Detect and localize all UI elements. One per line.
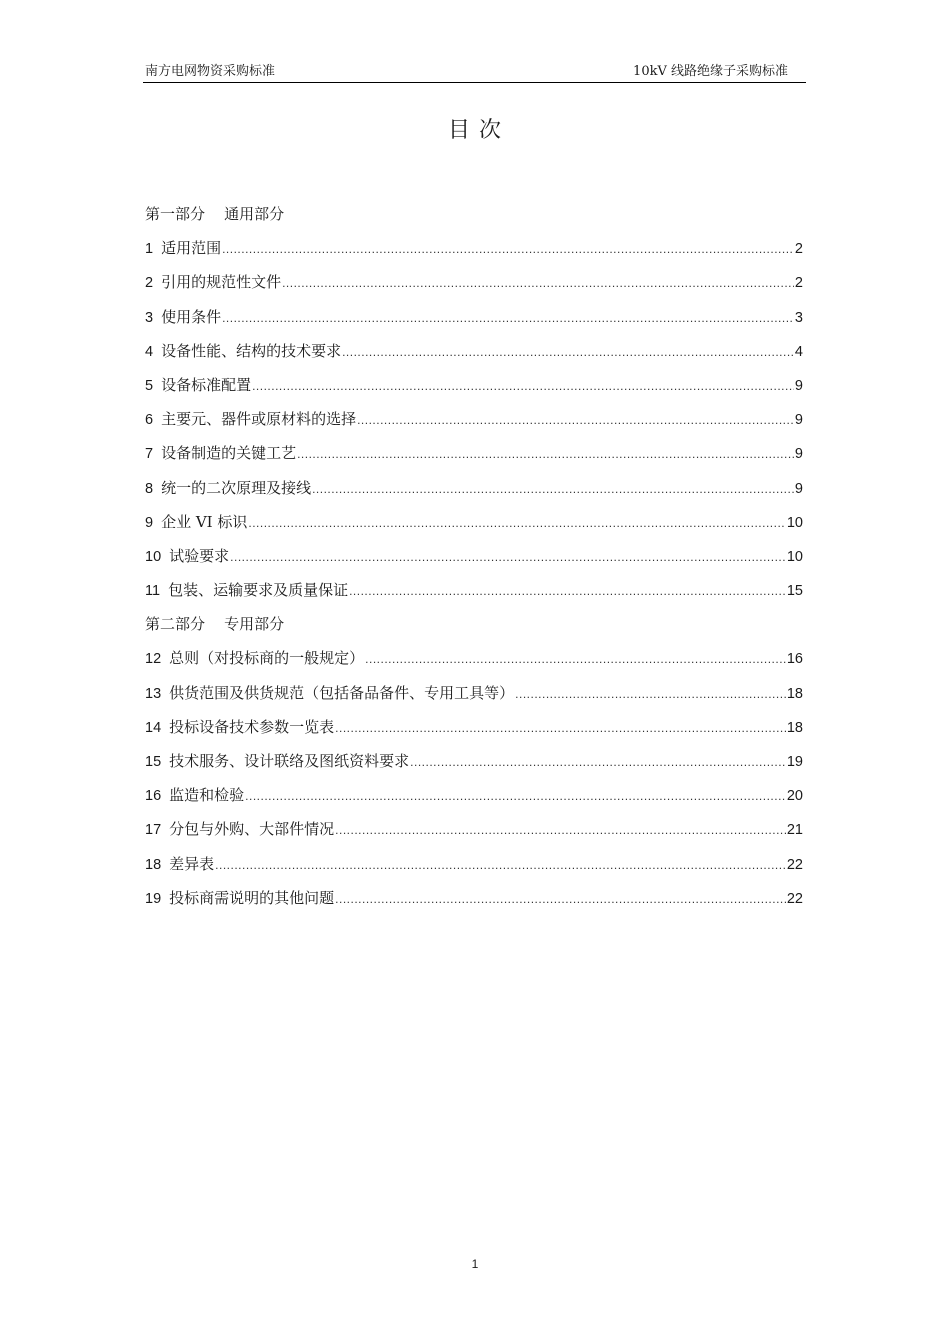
toc-entry-number: 14 bbox=[145, 719, 162, 736]
toc-entry-title: 总则（对投标商的一般规定） bbox=[169, 649, 365, 668]
toc-dot-leader bbox=[222, 306, 794, 330]
toc-dot-leader bbox=[335, 887, 786, 911]
toc-entry[interactable] bbox=[145, 886, 803, 920]
toc-dot-leader bbox=[248, 511, 785, 535]
toc-entry-number: 3 bbox=[145, 309, 154, 326]
toc-entry-number: 18 bbox=[145, 856, 162, 873]
toc-entry-page: 2 bbox=[794, 275, 803, 292]
toc-entry[interactable] bbox=[145, 476, 803, 510]
toc-entry-number: 11 bbox=[145, 583, 161, 600]
toc-entry-title: 供货范围及供货规范（包括备品备件、专用工具等） bbox=[169, 683, 515, 702]
toc-entry-number: 7 bbox=[145, 446, 154, 463]
toc-entry-page: 20 bbox=[786, 788, 803, 805]
toc-entry-number: 17 bbox=[145, 822, 162, 839]
toc-entry-page: 21 bbox=[786, 822, 803, 839]
toc-entry-number: 10 bbox=[145, 548, 162, 565]
toc-entry-page: 9 bbox=[794, 412, 803, 429]
toc-entry[interactable] bbox=[145, 681, 803, 715]
toc-entry-number: 2 bbox=[145, 275, 154, 292]
toc-dot-leader bbox=[365, 647, 786, 671]
toc-entry[interactable] bbox=[145, 441, 803, 475]
toc-entry-number: 5 bbox=[145, 377, 154, 394]
toc-entry[interactable] bbox=[145, 339, 803, 373]
toc-entry-title: 监造和检验 bbox=[169, 786, 245, 805]
toc-entry-page: 3 bbox=[794, 309, 803, 326]
toc-entry-title: 差异表 bbox=[169, 854, 215, 873]
page-title: 目 次 bbox=[448, 118, 502, 143]
toc-dot-leader bbox=[357, 408, 794, 432]
toc-dot-leader bbox=[222, 237, 794, 261]
toc-dot-leader bbox=[312, 477, 794, 501]
toc-entry[interactable] bbox=[145, 783, 803, 817]
page-header bbox=[143, 58, 806, 83]
toc-part-heading: 第一部分 通用部分 bbox=[145, 205, 285, 223]
toc-entry-number: 15 bbox=[145, 754, 162, 770]
toc-entry[interactable] bbox=[145, 407, 803, 441]
toc-entry-title: 使用条件 bbox=[161, 307, 222, 326]
toc-entry-page: 22 bbox=[786, 890, 803, 907]
toc-entry[interactable] bbox=[145, 510, 803, 544]
toc-entry-title: 设备制造的关键工艺 bbox=[161, 444, 297, 463]
toc-entry-title: 主要元、器件或原材料的选择 bbox=[161, 410, 357, 429]
toc-dot-leader bbox=[342, 340, 794, 364]
toc-dot-leader bbox=[297, 442, 794, 466]
toc-entry-number: 13 bbox=[145, 685, 162, 702]
toc-entry-number: 1 bbox=[145, 241, 154, 258]
toc-entry-title: 包装、运输要求及质量保证 bbox=[168, 581, 349, 600]
toc-entry[interactable] bbox=[145, 646, 803, 680]
toc-entry-title: 试验要求 bbox=[169, 546, 230, 565]
toc-dot-leader bbox=[230, 545, 786, 569]
toc-dot-leader bbox=[245, 784, 786, 808]
toc-entry-title: 设备标准配置 bbox=[161, 375, 252, 394]
toc-entry-page: 4 bbox=[794, 343, 803, 360]
toc-entry-page: 18 bbox=[786, 685, 803, 702]
toc-dot-leader bbox=[282, 271, 794, 295]
toc-entry[interactable] bbox=[145, 852, 803, 886]
toc-entry-page: 22 bbox=[786, 856, 803, 873]
toc-entry-title: 统一的二次原理及接线 bbox=[161, 478, 312, 497]
toc-entry-number: 8 bbox=[145, 480, 154, 497]
toc-dot-leader bbox=[335, 818, 786, 842]
toc-entry-number: 16 bbox=[145, 788, 162, 805]
toc-dot-leader bbox=[410, 750, 786, 774]
page-number: 1 bbox=[471, 1257, 479, 1271]
toc-entry[interactable] bbox=[145, 544, 803, 578]
toc-entry-title: 分包与外购、大部件情况 bbox=[169, 820, 335, 839]
toc-entry[interactable] bbox=[145, 305, 803, 339]
toc-entry-page: 15 bbox=[786, 583, 803, 600]
toc-entry-number: 6 bbox=[145, 412, 154, 429]
toc-entry-title: 投标商需说明的其他问题 bbox=[169, 888, 335, 907]
toc-entry[interactable] bbox=[145, 578, 803, 612]
toc-entry-number: 19 bbox=[145, 890, 162, 907]
toc-entry-page: 18 bbox=[786, 719, 803, 736]
toc-dot-leader bbox=[335, 716, 786, 740]
toc-entry-title: 适用范围 bbox=[161, 239, 222, 258]
toc-entry-page: 9 bbox=[794, 480, 803, 497]
toc-entry-page: 9 bbox=[794, 446, 803, 463]
toc-entry[interactable] bbox=[145, 715, 803, 749]
toc-entry-page: 9 bbox=[794, 377, 803, 394]
header-left-text: 南方电网物资采购标准 bbox=[145, 64, 276, 79]
toc-entry-title: 技术服务、设计联络及图纸资料要求 bbox=[169, 752, 410, 770]
toc-dot-leader bbox=[252, 374, 794, 398]
toc-entry-page: 19 bbox=[786, 754, 803, 770]
toc-entry-page: 16 bbox=[786, 651, 803, 668]
toc-entry[interactable] bbox=[145, 373, 803, 407]
toc-dot-leader bbox=[515, 682, 786, 706]
toc-entry-number: 4 bbox=[145, 343, 154, 360]
toc-entry-title: 引用的规范性文件 bbox=[161, 273, 282, 292]
toc-entry-title: 企业 VI 标识 bbox=[161, 512, 248, 531]
toc-dot-leader bbox=[349, 579, 786, 603]
toc-entry-title: 投标设备技术参数一览表 bbox=[169, 717, 335, 736]
toc-entry-page: 2 bbox=[794, 241, 803, 258]
header-right-text: 10kV 线路绝缘子采购标准 bbox=[633, 64, 788, 79]
toc-entry-number: 12 bbox=[145, 651, 162, 668]
toc-part-heading: 第二部分 专用部分 bbox=[145, 615, 285, 634]
toc-dot-leader bbox=[215, 853, 786, 877]
toc-entry[interactable] bbox=[145, 749, 803, 783]
toc-entry[interactable] bbox=[145, 270, 803, 304]
toc-entry[interactable] bbox=[145, 817, 803, 851]
toc-entry[interactable] bbox=[145, 236, 803, 270]
table-of-contents bbox=[145, 202, 803, 920]
toc-entry-title: 设备性能、结构的技术要求 bbox=[161, 341, 342, 360]
toc-entry-page: 10 bbox=[786, 548, 803, 565]
toc-entry-page: 10 bbox=[786, 514, 803, 531]
toc-entry-number: 9 bbox=[145, 514, 154, 531]
